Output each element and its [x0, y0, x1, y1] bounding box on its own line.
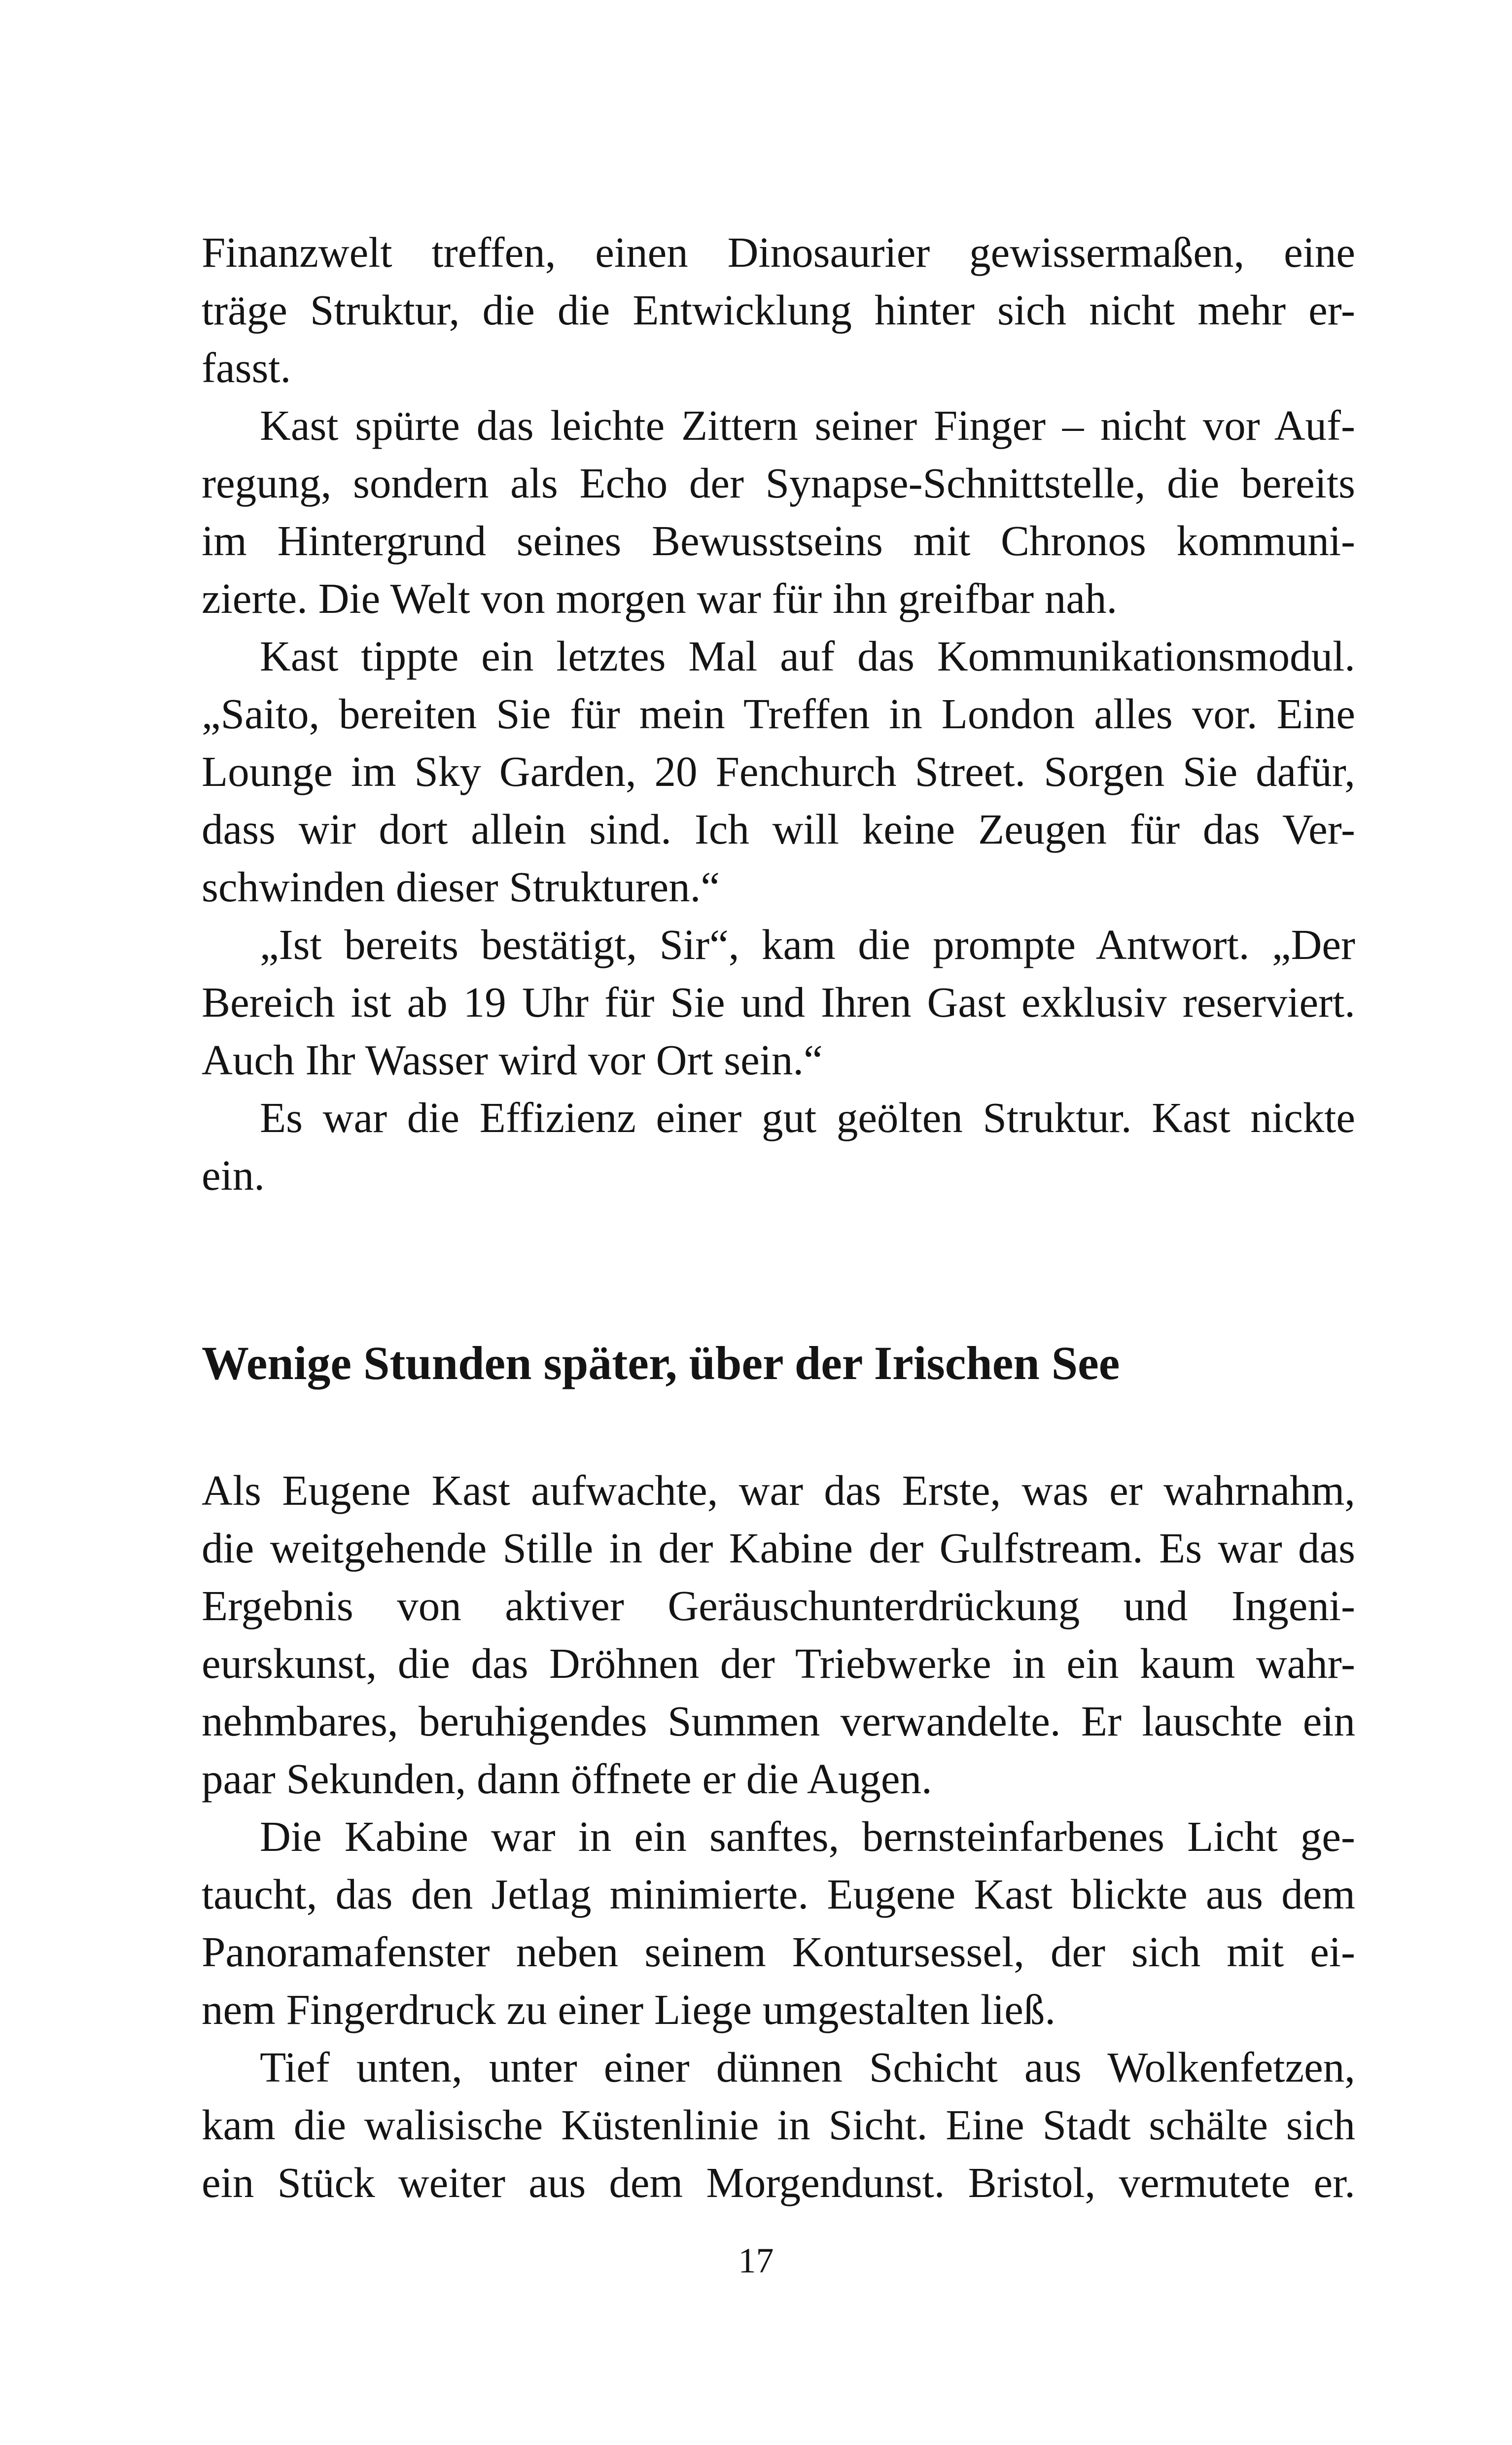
- text-line: träge Struktur, die die Entwicklung hinter sich nicht mehr er-: [202, 286, 1355, 334]
- text-line: ein.: [202, 1151, 265, 1199]
- text-line: fasst.: [202, 344, 291, 391]
- text-line: schwinden dieser Strukturen.“: [202, 863, 720, 911]
- text-line: „Ist bereits bestätigt, Sir“, kam die prompte Antwort. „Der: [260, 921, 1355, 968]
- text-line: zierte. Die Welt von morgen war für ihn greifbar nah.: [202, 574, 1118, 622]
- text-line: dass wir dort allein sind. Ich will keine Zeugen für das Ver-: [202, 805, 1355, 853]
- text-line: taucht, das den Jetlag minimierte. Eugene Kast blickte aus dem: [202, 1870, 1355, 1918]
- text-line: im Hintergrund seines Bewusstseins mit Chronos kommuni-: [202, 517, 1355, 565]
- text-line: paar Sekunden, dann öffnete er die Augen.: [202, 1755, 932, 1803]
- text-line: regung, sondern als Echo der Synapse-Schnittstelle, die bereits: [202, 459, 1355, 507]
- text-line: Bereich ist ab 19 Uhr für Sie und Ihren Gast exklusiv reserviert.: [202, 978, 1355, 1026]
- text-line: kam die walisische Küstenlinie in Sicht. Eine Stadt schälte sich: [202, 2101, 1355, 2149]
- text-line: eurskunst, die das Dröhnen der Triebwerke in ein kaum wahr-: [202, 1639, 1355, 1687]
- text-line: Die Kabine war in ein sanftes, bernsteinfarbenes Licht ge-: [260, 1812, 1355, 1860]
- section-heading: Wenige Stunden später, über der Irischen See: [202, 1337, 1120, 1389]
- text-line: Panoramafenster neben seinem Kontursessel, der sich mit ei-: [202, 1928, 1355, 1976]
- text-line: Ergebnis von aktiver Geräuschunterdrückung und Ingeni-: [202, 1582, 1355, 1630]
- page-number: 17: [738, 2241, 774, 2280]
- text-line: ein Stück weiter aus dem Morgendunst. Bristol, vermutete er.: [202, 2159, 1355, 2206]
- text-line: Es war die Effizienz einer gut geölten Struktur. Kast nickte: [260, 1094, 1355, 1141]
- text-line: Lounge im Sky Garden, 20 Fenchurch Street. Sorgen Sie dafür,: [202, 747, 1355, 795]
- text-line: nehmbares, beruhigendes Summen verwandelte. Er lauschte ein: [202, 1697, 1355, 1745]
- text-line: nem Fingerdruck zu einer Liege umgestalten ließ.: [202, 1985, 1056, 2033]
- text-line: Kast spürte das leichte Zittern seiner Finger – nicht vor Auf-: [260, 401, 1355, 449]
- text-line: „Saito, bereiten Sie für mein Treffen in London alles vor. Eine: [202, 690, 1355, 738]
- text-line: Auch Ihr Wasser wird vor Ort sein.“: [202, 1036, 823, 1084]
- text-line: Finanzwelt treffen, einen Dinosaurier gewissermaßen, eine: [202, 228, 1355, 276]
- text-line: Als Eugene Kast aufwachte, war das Erste, was er wahrnahm,: [202, 1466, 1355, 1514]
- text-line: die weitgehende Stille in der Kabine der Gulfstream. Es war das: [202, 1524, 1355, 1572]
- text-line: Kast tippte ein letztes Mal auf das Kommunikationsmodul.: [260, 632, 1355, 680]
- body-text-section-2: [202, 1461, 1355, 2211]
- text-line: Tief unten, unter einer dünnen Schicht aus Wolkenfetzen,: [260, 2043, 1355, 2091]
- body-text-section-1: [202, 223, 1355, 1204]
